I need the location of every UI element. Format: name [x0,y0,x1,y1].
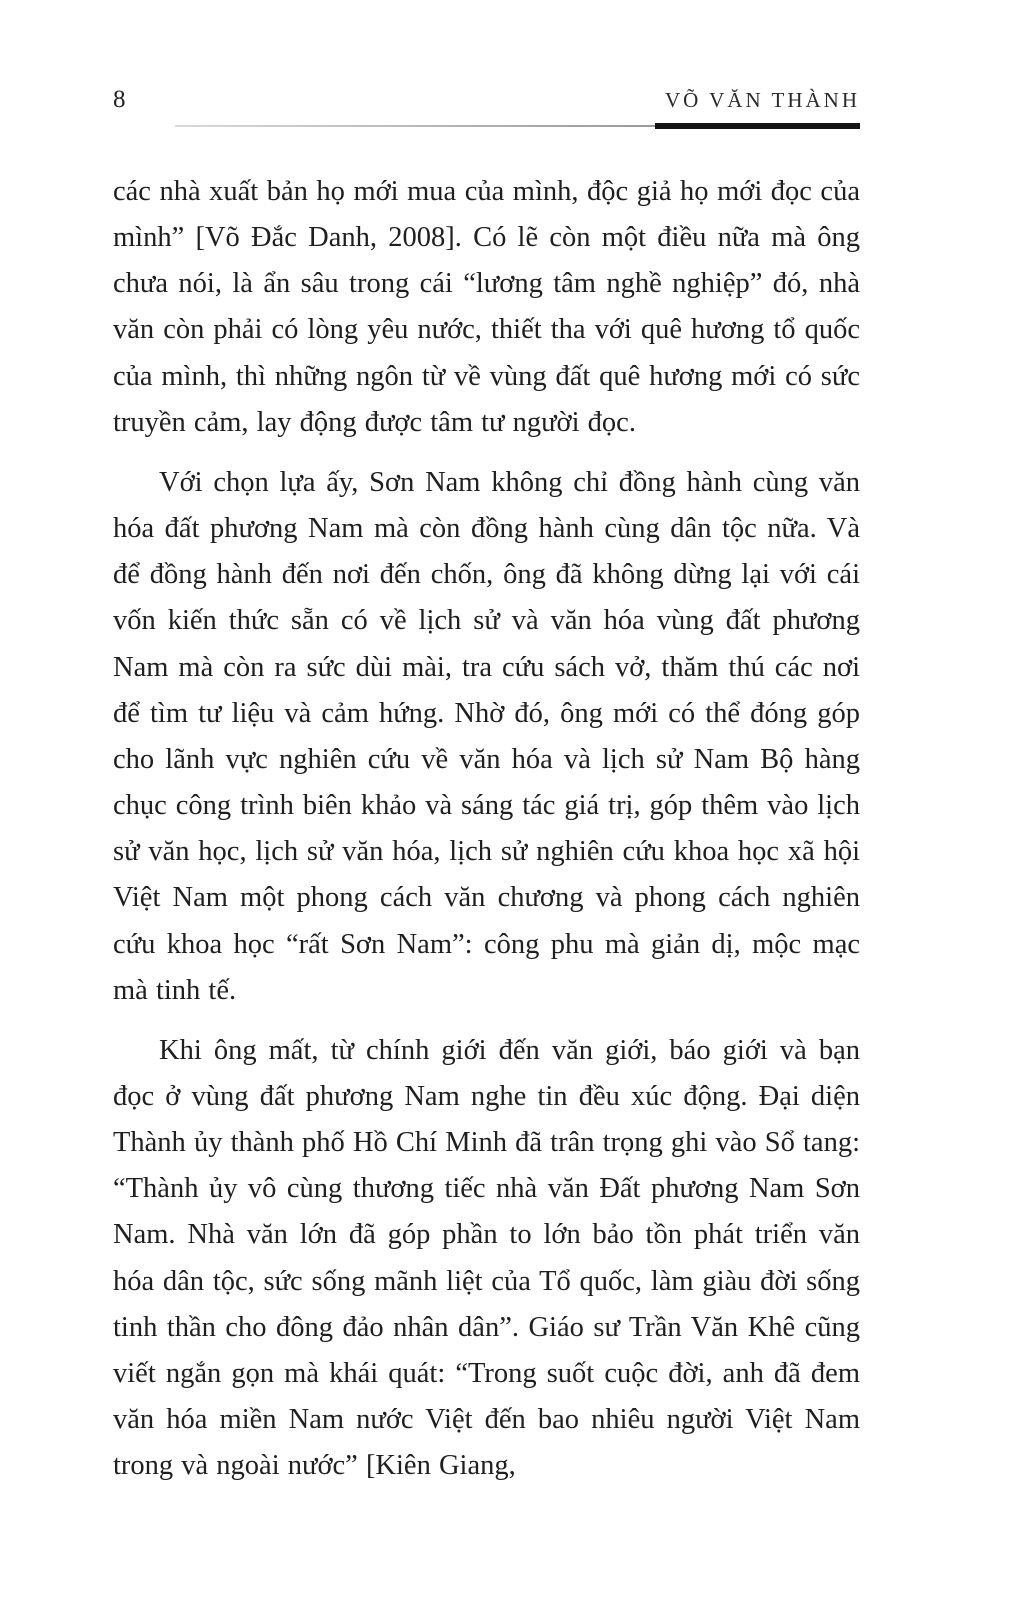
page-header [113,86,860,129]
page-body [113,169,860,1489]
paragraph-continuation: các nhà xuất bản họ mới mua của mình, độc giả họ mới đọc của mình” [Võ Đắc Danh, 2008]. Có lẽ còn một điều nữa mà ông chưa nói, là ẩn sâu trong cái “lương tâm nghề nghiệp” đó, nhà văn còn phải có lòng yêu nước, thiết tha với quê hương tổ quốc của mình, thì những ngôn từ về vùng đất quê hương mới có sức truyền cảm, lay động được tâm tư người đọc. [113,176,860,438]
page-number: 8 [113,86,126,113]
running-header-author: VÕ VĂN THÀNH [664,88,860,112]
header-rule [175,123,860,129]
paragraph: Với chọn lựa ấy, Sơn Nam không chỉ đồng hành cùng văn hóa đất phương Nam mà còn đồng hành cùng dân tộc nữa. Và để đồng hành đến nơi đến chốn, ông đã không dừng lại với cái vốn kiến thức sẵn có về lịch sử và văn hóa vùng đất phương Nam mà còn ra sức dùi mài, tra cứu sách vở, thăm thú các nơi để tìm tư liệu và cảm hứng. Nhờ đó, ông mới có thể đóng góp cho lãnh vực nghiên cứu về văn hóa và lịch sử Nam Bộ hàng chục công trình biên khảo và sáng tác giá trị, góp thêm vào lịch sử văn học, lịch sử văn hóa, lịch sử nghiên cứu khoa học xã hội Việt Nam một phong cách văn chương và phong cách nghiên cứu khoa học “rất Sơn Nam”: công phu mà giản dị, mộc mạc mà tinh tế. [113,466,860,1006]
running-head-row [113,86,860,114]
paragraph: Khi ông mất, từ chính giới đến văn giới, báo giới và bạn đọc ở vùng đất phương Nam nghe tin đều xúc động. Đại diện Thành ủy thành phố Hồ Chí Minh đã trân trọng ghi vào Sổ tang: “Thành ủy vô cùng thương tiếc nhà văn Đất phương Nam Sơn Nam. Nhà văn lớn đã góp phần to lớn bảo tồn phát triển văn hóa dân tộc, sức sống mãnh liệt của Tổ quốc, làm giàu đời sống tinh thần cho đông đảo nhân dân”. Giáo sư Trần Văn Khê cũng viết ngắn gọn mà khái quát: “Trong suốt cuộc đời, anh đã đem văn hóa miền Nam nước Việt đến bao nhiêu người Việt Nam trong và ngoài nước” [Kiên Giang, [113,1034,860,1482]
